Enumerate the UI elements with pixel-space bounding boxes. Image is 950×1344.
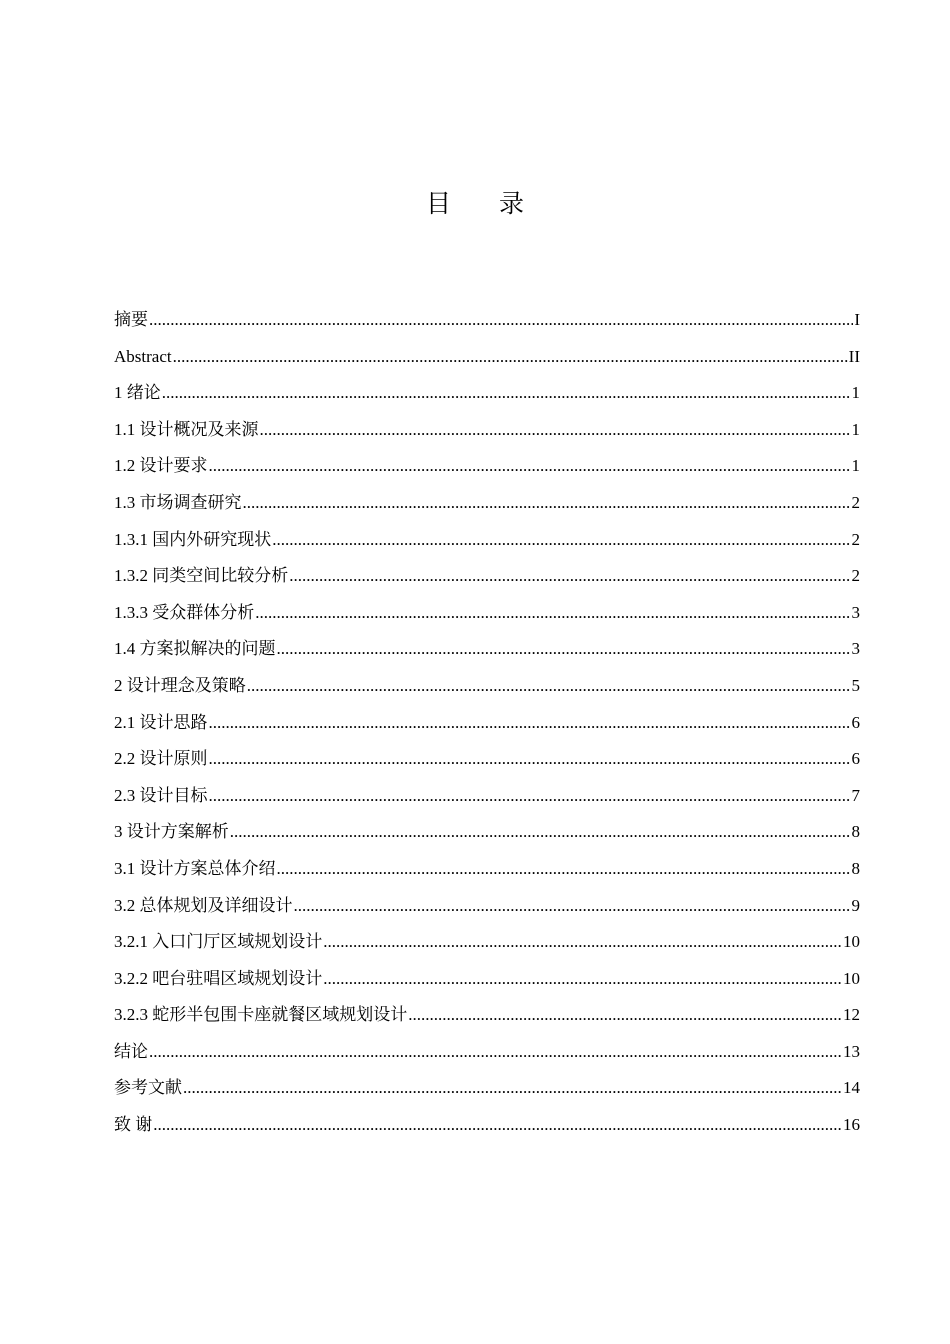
- toc-dot-leader: [149, 302, 853, 339]
- toc-entry: [114, 888, 860, 925]
- toc-entry-label: 1 绪论: [114, 383, 161, 403]
- toc-entry: [114, 1107, 860, 1144]
- toc-entry: [114, 1070, 860, 1107]
- toc-entry-label: 3.1 设计方案总体介绍: [114, 858, 276, 878]
- toc-entry: [114, 485, 860, 522]
- toc-entry-label: 1.3.3 受众群体分析: [114, 602, 255, 622]
- toc-dot-leader: [277, 631, 851, 668]
- toc-entry-label: 3.2.2 吧台驻唱区域规划设计: [114, 968, 323, 988]
- toc-entry: [114, 339, 860, 376]
- toc-dot-leader: [173, 339, 848, 376]
- toc-entry: [114, 961, 860, 998]
- toc-entry-label: Abstract: [114, 346, 172, 366]
- toc-entry: [114, 851, 860, 888]
- toc-entry: [114, 448, 860, 485]
- toc-entry: [114, 668, 860, 705]
- toc-entry-page: 3: [851, 639, 860, 659]
- toc-entry-label: 1.3.1 国内外研究现状: [114, 529, 272, 549]
- toc-entry-page: I: [854, 310, 860, 329]
- toc-entry-page: 2: [851, 529, 860, 549]
- toc-entry: [114, 375, 860, 412]
- toc-dot-leader: [247, 668, 851, 705]
- toc-entry-label: 2.3 设计目标: [114, 785, 208, 805]
- toc-entry-page: 9: [851, 895, 860, 915]
- toc-entry: [114, 302, 860, 339]
- toc-entry-label: 2.2 设计原则: [114, 749, 208, 769]
- toc-entry: [114, 631, 860, 668]
- toc-dot-leader: [255, 595, 850, 632]
- toc-entry-page: 1: [851, 383, 860, 403]
- toc-entry-page: 10: [843, 968, 860, 988]
- toc-entry: [114, 558, 860, 595]
- toc-entry: [114, 705, 860, 742]
- toc-entry-label: 1.3.2 同类空间比较分析: [114, 566, 289, 586]
- toc-entry-label: 3.2 总体规划及详细设计: [114, 895, 293, 915]
- toc-entry-label: 1.3 市场调查研究: [114, 492, 242, 512]
- toc-entry-page: 13: [843, 1041, 860, 1061]
- toc-entry-label: 3.2.1 入口门厅区域规划设计: [114, 932, 323, 952]
- toc-entry: [114, 741, 860, 778]
- toc-dot-leader: [289, 558, 850, 595]
- toc-entry-label: 参考文献: [114, 1078, 182, 1098]
- toc-dot-leader: [272, 522, 850, 559]
- toc-dot-leader: [243, 485, 851, 522]
- toc-dot-leader: [408, 997, 842, 1034]
- toc-entry-page: 1: [851, 456, 860, 476]
- toc-entry-page: II: [848, 346, 860, 366]
- toc-entry-label: 致 谢: [114, 1115, 153, 1135]
- toc-entry-page: 2: [851, 492, 860, 512]
- toc-dot-leader: [209, 778, 851, 815]
- toc-list: [114, 302, 860, 1144]
- toc-entry: [114, 778, 860, 815]
- toc-entry: [114, 814, 860, 851]
- toc-entry: [114, 595, 860, 632]
- toc-dot-leader: [294, 888, 851, 925]
- toc-dot-leader: [323, 961, 842, 998]
- toc-entry: [114, 924, 860, 961]
- toc-entry-label: 结论: [114, 1041, 148, 1061]
- toc-entry-label: 1.4 方案拟解决的问题: [114, 639, 276, 659]
- toc-dot-leader: [149, 1034, 842, 1071]
- toc-dot-leader: [209, 448, 851, 485]
- toc-dot-leader: [162, 375, 851, 412]
- toc-title: 目 录: [426, 189, 544, 218]
- toc-entry-label: 1.2 设计要求: [114, 456, 208, 476]
- toc-entry: [114, 412, 860, 449]
- toc-entry-page: 6: [851, 749, 860, 769]
- toc-dot-leader: [209, 705, 851, 742]
- toc-entry-page: 7: [851, 785, 860, 805]
- toc-entry-page: 16: [843, 1115, 860, 1135]
- toc-dot-leader: [230, 814, 851, 851]
- toc-dot-leader: [153, 1107, 842, 1144]
- toc-entry-page: 12: [843, 1005, 860, 1025]
- toc-entry-page: 3: [851, 602, 860, 622]
- toc-dot-leader: [209, 741, 851, 778]
- toc-entry-label: 3 设计方案解析: [114, 822, 229, 842]
- toc-entry-page: 8: [851, 822, 860, 842]
- toc-entry-page: 5: [851, 675, 860, 695]
- toc-entry: [114, 1034, 860, 1071]
- toc-dot-leader: [323, 924, 842, 961]
- toc-dot-leader: [183, 1070, 842, 1107]
- toc-entry-label: 摘要: [114, 310, 148, 329]
- toc-entry: [114, 522, 860, 559]
- toc-entry-label: 1.1 设计概况及来源: [114, 419, 259, 439]
- toc-entry-label: 2 设计理念及策略: [114, 675, 246, 695]
- toc-entry-page: 1: [851, 419, 860, 439]
- toc-dot-leader: [277, 851, 851, 888]
- toc-entry-label: 2.1 设计思路: [114, 712, 208, 732]
- toc-entry-page: 2: [851, 566, 860, 586]
- toc-entry-page: 6: [851, 712, 860, 732]
- toc-dot-leader: [260, 412, 851, 449]
- toc-entry: [114, 997, 860, 1034]
- toc-entry-page: 8: [851, 858, 860, 878]
- toc-entry-label: 3.2.3 蛇形半包围卡座就餐区域规划设计: [114, 1005, 408, 1025]
- toc-entry-page: 10: [843, 932, 860, 952]
- toc-entry-page: 14: [843, 1078, 860, 1098]
